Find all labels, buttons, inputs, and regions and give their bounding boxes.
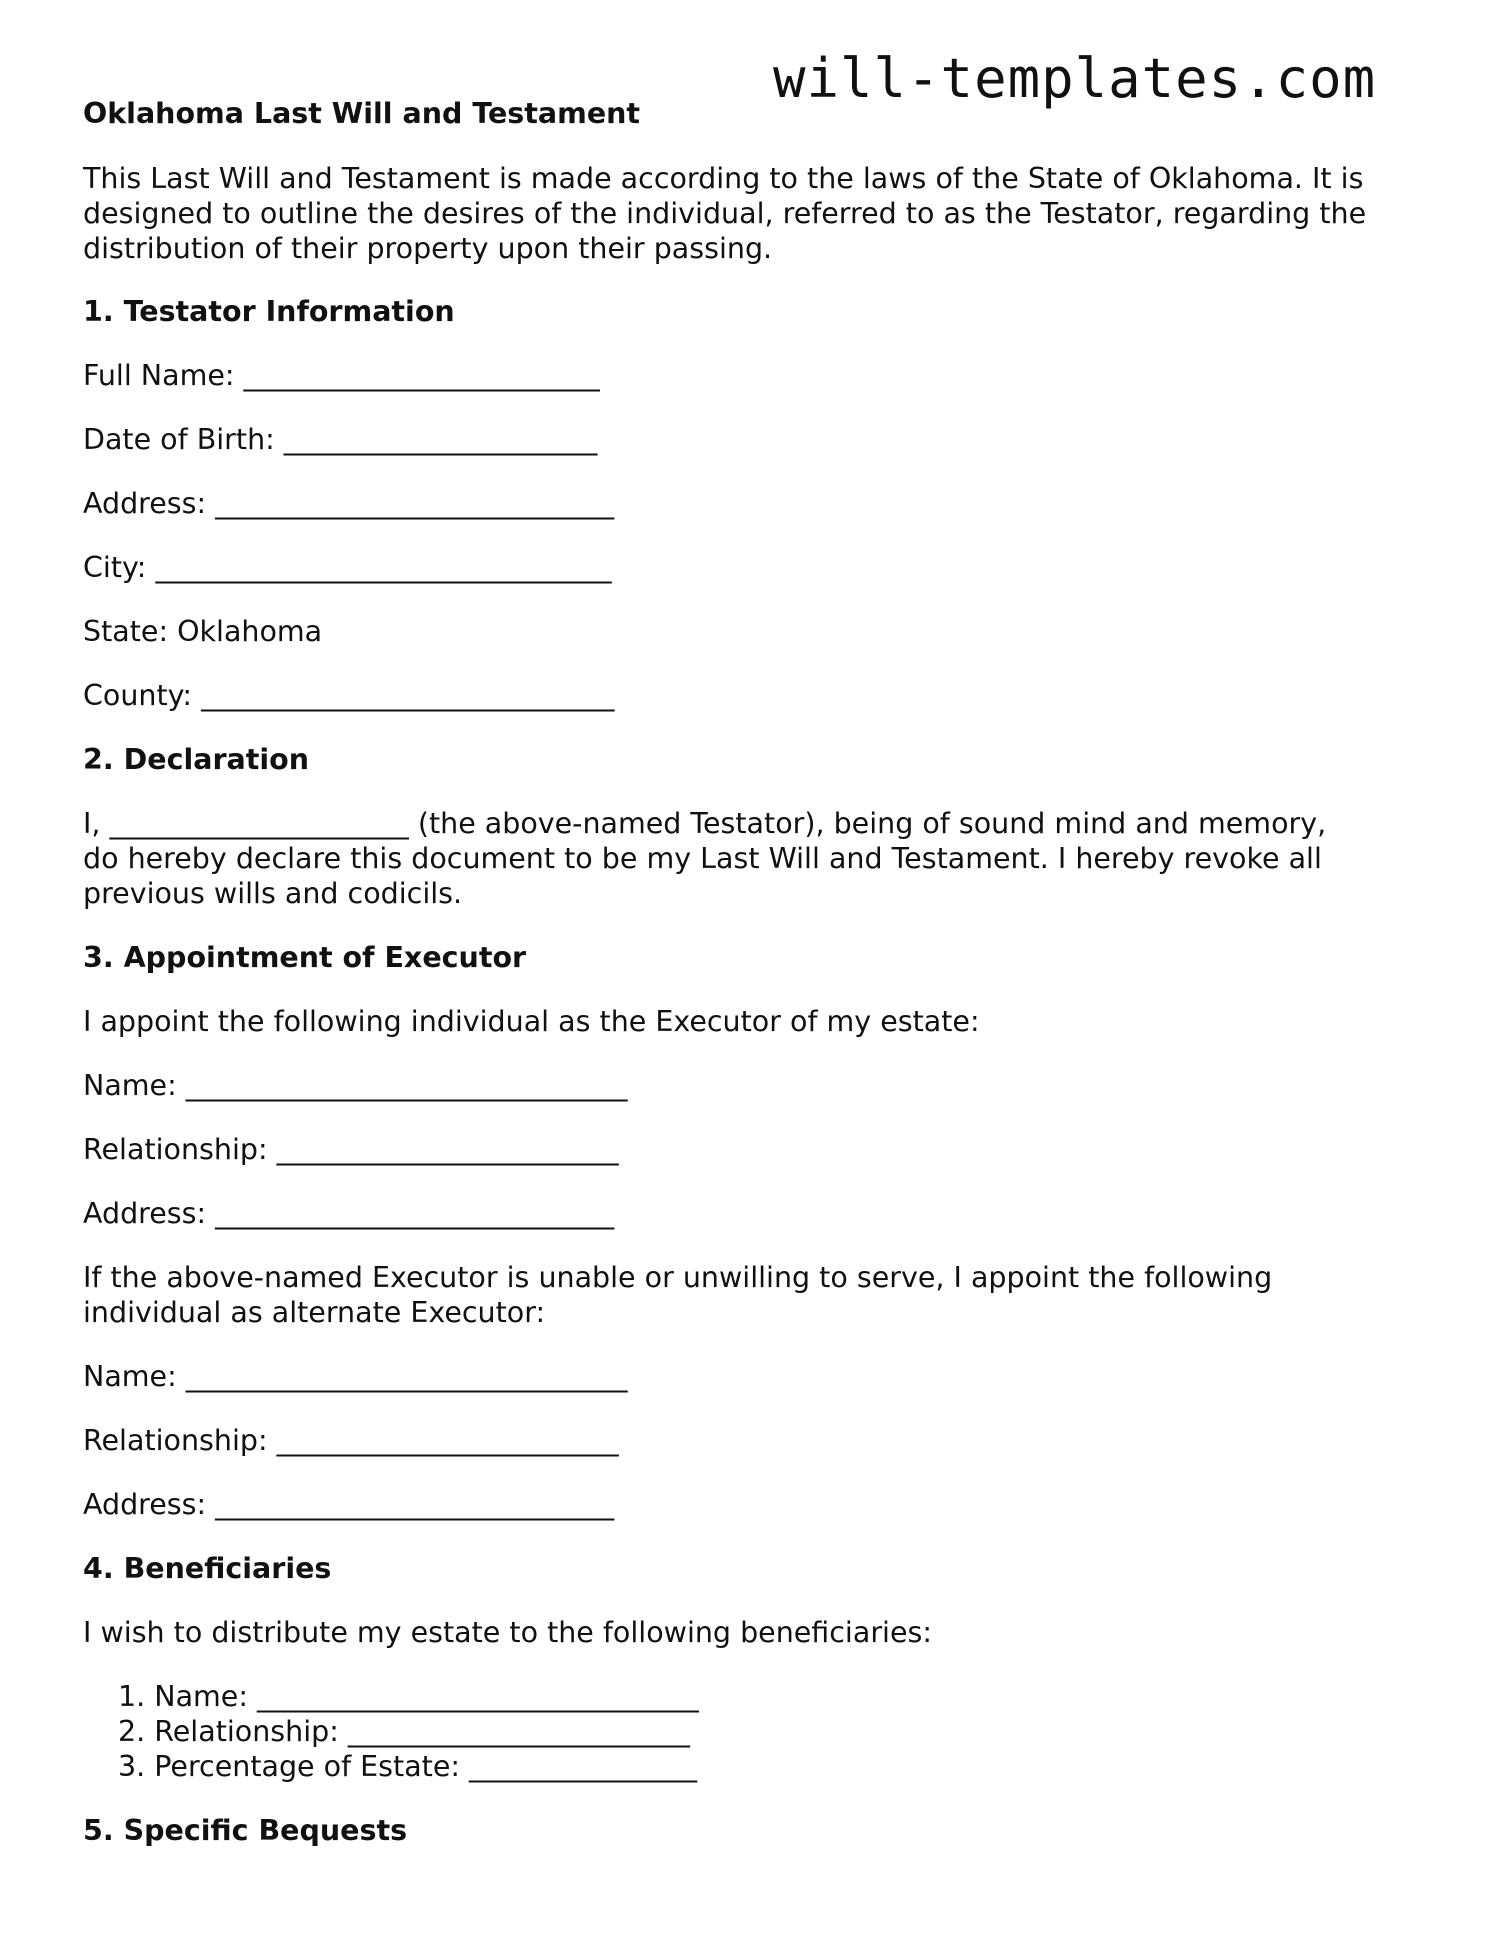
section-heading-bequests: 5. Specific Bequests — [83, 1814, 408, 1847]
section-heading-declaration: 2. Declaration — [83, 743, 310, 776]
intro-line-1: This Last Will and Testament is made according to the laws of the State of Oklahoma. It is — [83, 162, 1364, 195]
section-heading-executor: 3. Appointment of Executor — [83, 941, 527, 974]
beneficiary-percentage-item: 3. Percentage of Estate: ________________ — [118, 1750, 698, 1783]
declaration-line-2: do hereby declare this document to be my Last Will and Testament. I hereby revoke all — [83, 842, 1322, 875]
state-field: State: Oklahoma — [83, 615, 323, 648]
alternate-address-field: Address: ____________________________ — [83, 1488, 615, 1521]
executor-intro: I appoint the following individual as the Executor of my estate: — [83, 1005, 980, 1038]
city-field: City: ________________________________ — [83, 551, 612, 584]
alternate-executor-line-2: individual as alternate Executor: — [83, 1296, 546, 1329]
document-title: Oklahoma Last Will and Testament — [83, 97, 641, 130]
alternate-executor-line-1: If the above-named Executor is unable or unwilling to serve, I appoint the following — [83, 1261, 1273, 1294]
executor-relationship-field: Relationship: ________________________ — [83, 1133, 619, 1166]
alternate-relationship-field: Relationship: ________________________ — [83, 1424, 619, 1457]
executor-name-field: Name: _______________________________ — [83, 1069, 628, 1102]
executor-address-field: Address: ____________________________ — [83, 1197, 615, 1230]
declaration-line-3: previous wills and codicils. — [83, 877, 463, 910]
date-of-birth-field: Date of Birth: ______________________ — [83, 423, 598, 456]
intro-line-3: distribution of their property upon their passing. — [83, 232, 773, 265]
beneficiary-name-item: 1. Name: _______________________________ — [118, 1680, 699, 1713]
county-field: County: _____________________________ — [83, 679, 615, 712]
watermark: will-templates.com — [773, 47, 1377, 110]
intro-line-2: designed to outline the desires of the individual, referred to as the Testator, regarding the — [83, 197, 1367, 230]
alternate-name-field: Name: _______________________________ — [83, 1360, 628, 1393]
full-name-field: Full Name: _________________________ — [83, 359, 600, 392]
section-heading-beneficiaries: 4. Beneficiaries — [83, 1552, 332, 1585]
beneficiary-relationship-item: 2. Relationship: ________________________ — [118, 1715, 690, 1748]
declaration-line-1: I, _____________________ (the above-named Testator), being of sound mind and memory, — [83, 807, 1327, 840]
address-field: Address: ____________________________ — [83, 487, 615, 520]
beneficiaries-intro: I wish to distribute my estate to the following beneficiaries: — [83, 1616, 932, 1649]
section-heading-testator: 1. Testator Information — [83, 295, 455, 328]
